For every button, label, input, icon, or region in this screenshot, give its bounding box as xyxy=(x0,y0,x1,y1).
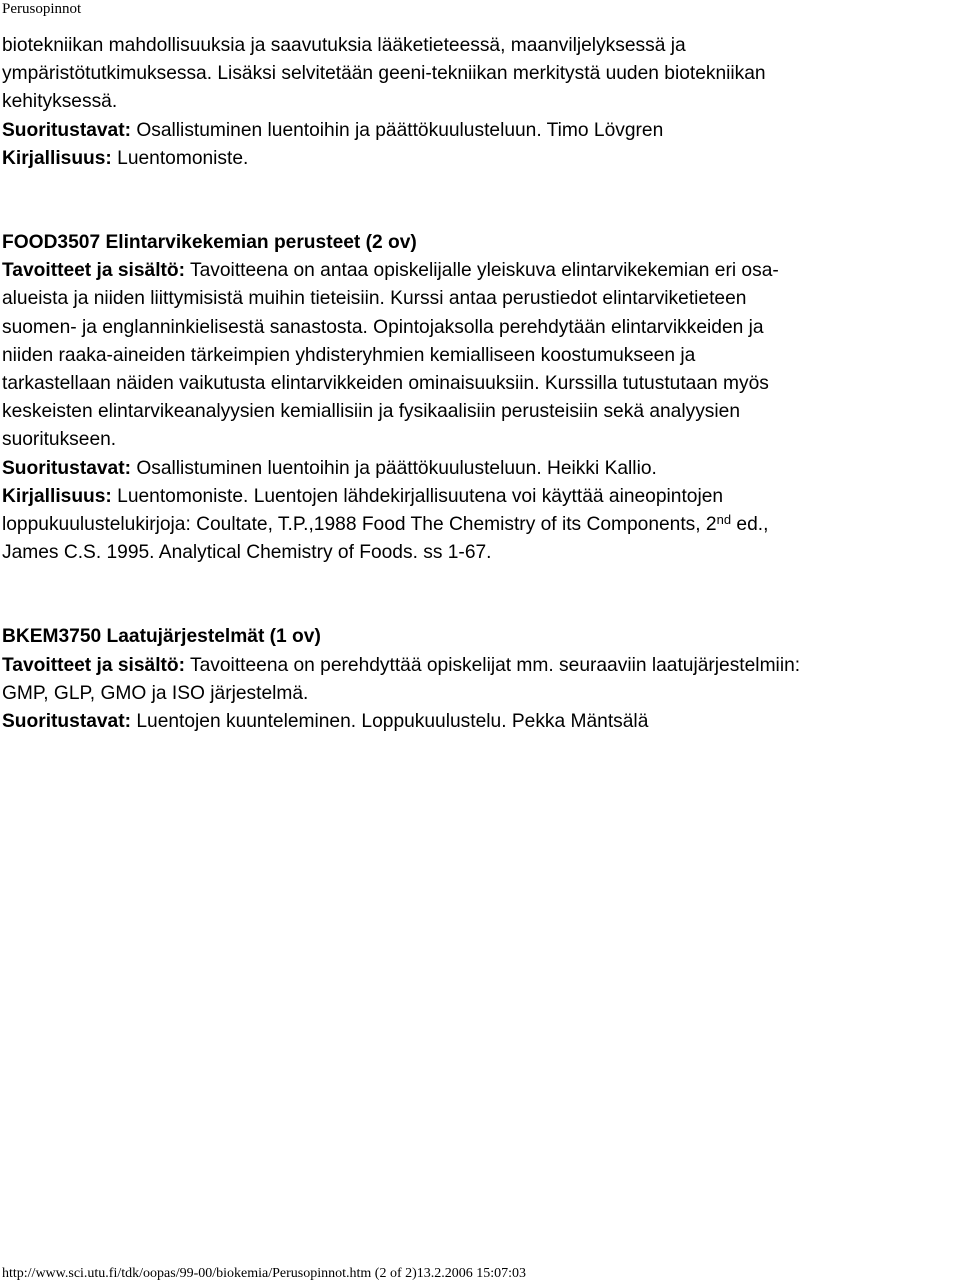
intro-line: biotekniikan mahdollisuuksia ja saavutuksia lääketieteessä, maanviljelyksessä ja xyxy=(2,35,686,56)
course-title: FOOD3507 Elintarvikekemian perusteet (2 ov) xyxy=(2,232,417,254)
intro-line: ympäristötutkimuksessa. Lisäksi selvitetään geeni-tekniikan merkitystä uuden biotekniikan xyxy=(2,63,766,85)
intro-section xyxy=(2,32,952,173)
tavoitteet-line: tarkastellaan näiden vaikutusta elintarvikkeiden ominaisuuksiin. Kurssilla tutustutaan myös xyxy=(2,373,769,395)
section-spacer xyxy=(2,567,952,623)
suoritustavat-line xyxy=(2,455,952,483)
tavoitteet-line: alueista ja niiden liittymisistä muihin tieteisiin. Kurssi antaa perustiedot elintarviketieteen xyxy=(2,288,747,310)
kirjallisuus-line xyxy=(2,511,952,539)
suoritustavat-line xyxy=(2,708,952,736)
tavoitteet-line: suoritukseen. xyxy=(2,429,117,451)
suoritustavat-text: Luentojen kuunteleminen. Loppukuulustelu. Pekka Mäntsälä xyxy=(131,711,649,733)
section-spacer xyxy=(2,173,952,229)
tavoitteet-line: keskeisten elintarvikeanalyysien kemiallisiin ja fysikaalisiin perusteisiin sekä analyysien xyxy=(2,401,740,423)
tavoitteet-label: Tavoitteet ja sisältö: xyxy=(2,260,186,282)
intro-suoritustavat xyxy=(2,117,952,145)
suoritustavat-text: Osallistuminen luentoihin ja päättökuulusteluun. Heikki Kallio. xyxy=(131,457,657,479)
intro-line: kehityksessä. xyxy=(2,91,118,113)
suoritustavat-label: Suoritustavat: xyxy=(2,457,132,479)
page-footer-url: http://www.sci.utu.fi/tdk/oopas/99-00/biokemia/Perusopinnot.htm (2 of 2)13.2.2006 15:07:03 xyxy=(2,1266,527,1281)
kirjallisuus-text: Luentomoniste. xyxy=(111,147,249,169)
kirjallisuus-label: Kirjallisuus: xyxy=(2,147,112,169)
page-header-title: Perusopinnot xyxy=(2,1,82,17)
tavoitteet-line xyxy=(2,257,952,285)
course-title: BKEM3750 Laatujärjestelmät (1 ov) xyxy=(2,626,321,648)
tavoitteet-text: Tavoitteena on antaa opiskelijalle yleiskuva elintarvikekemian eri osa- xyxy=(185,260,779,282)
tavoitteet-line: suomen- ja englanninkielisestä sanastosta. Opintojaksolla perehdytään elintarvikkeiden ja xyxy=(2,316,764,338)
kirjallisuus-line: James C.S. 1995. Analytical Chemistry of Foods. ss 1-67. xyxy=(2,542,492,564)
kirjallisuus-text: Luentomoniste. Luentojen lähdekirjallisuutena voi käyttää aineopintojen xyxy=(111,485,724,507)
ordinal-superscript: nd xyxy=(716,512,732,528)
intro-kirjallisuus xyxy=(2,145,952,173)
reference-text: loppukuulustelukirjoja: Coultate, T.P.,1988 Food The Chemistry of its Components, 2 xyxy=(2,514,717,536)
kirjallisuus-line xyxy=(2,483,952,511)
course-bkem3750 xyxy=(2,623,952,736)
tavoitteet-text: Tavoitteena on perehdyttää opiskelijat mm. seuraaviin laatujärjestelmiin: xyxy=(185,654,801,676)
reference-text: ed., xyxy=(731,514,769,536)
kirjallisuus-label: Kirjallisuus: xyxy=(2,485,112,507)
tavoitteet-line: GMP, GLP, GMO ja ISO järjestelmä. xyxy=(2,682,309,704)
tavoitteet-label: Tavoitteet ja sisältö: xyxy=(2,654,186,676)
suoritustavat-label: Suoritustavat: xyxy=(2,119,132,141)
course-food3507 xyxy=(2,229,952,567)
tavoitteet-line: niiden raaka-aineiden tärkeimpien yhdisteryhmien kemialliseen koostumukseen ja xyxy=(2,344,696,366)
document-body xyxy=(2,32,952,736)
tavoitteet-line xyxy=(2,652,952,680)
suoritustavat-text: Osallistuminen luentoihin ja päättökuulusteluun. Timo Lövgren xyxy=(131,119,664,141)
suoritustavat-label: Suoritustavat: xyxy=(2,711,132,733)
